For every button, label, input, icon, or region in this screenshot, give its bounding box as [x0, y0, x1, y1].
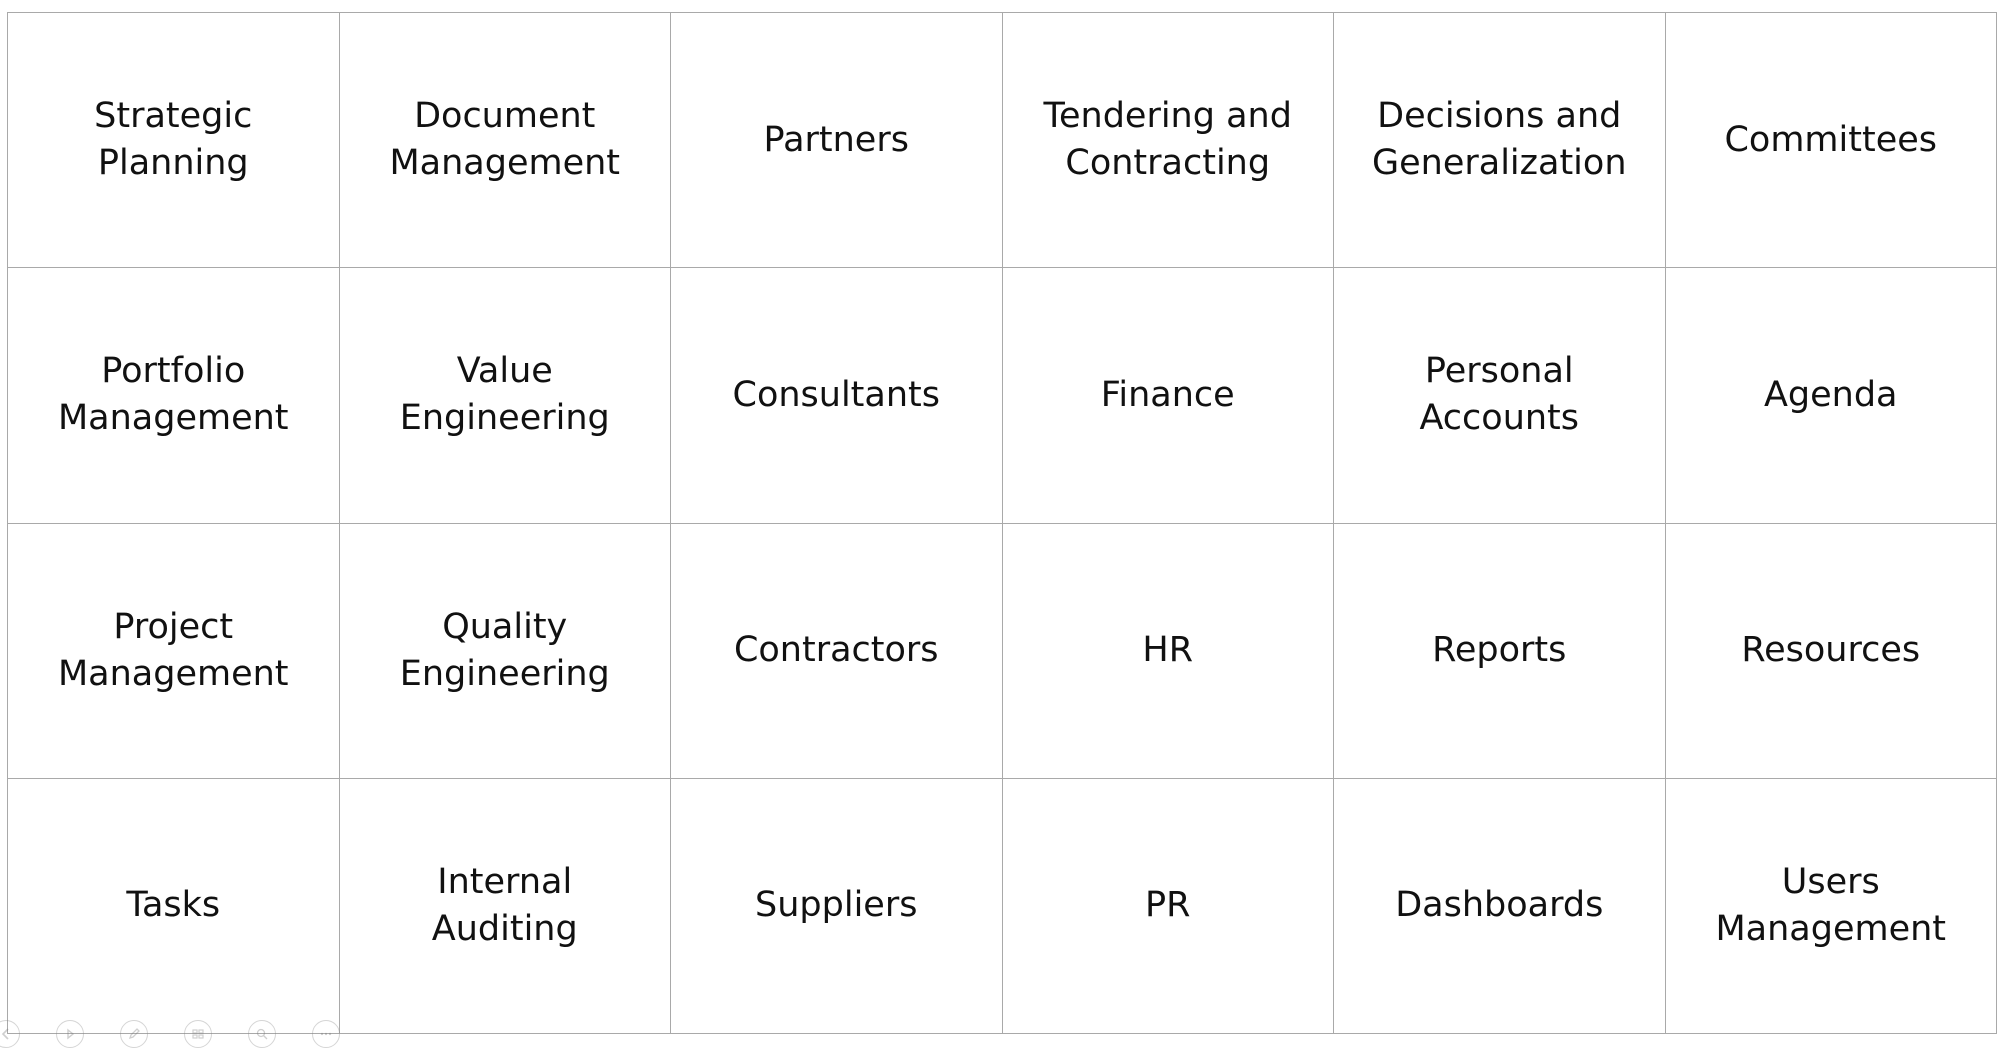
zoom-icon[interactable] — [248, 1020, 276, 1048]
module-quality-engineering[interactable] — [340, 524, 672, 779]
module-label: Committees — [1724, 119, 1937, 160]
module-value-engineering[interactable] — [340, 268, 672, 523]
module-label: Suppliers — [755, 885, 918, 926]
more-icon[interactable] — [312, 1020, 340, 1048]
module-resources[interactable] — [1666, 524, 1998, 779]
module-personal-accounts[interactable] — [1334, 268, 1666, 523]
module-decisions-and-generalization[interactable] — [1334, 13, 1666, 268]
module-label: Strategic Planning — [94, 96, 253, 184]
module-label: Reports — [1432, 630, 1567, 671]
module-project-management[interactable] — [8, 524, 340, 779]
play-icon[interactable] — [56, 1020, 84, 1048]
module-grid — [7, 12, 1997, 1034]
module-strategic-planning[interactable] — [8, 13, 340, 268]
pen-icon[interactable] — [120, 1020, 148, 1048]
module-suppliers[interactable] — [671, 779, 1003, 1034]
module-agenda[interactable] — [1666, 268, 1998, 523]
module-users-management[interactable] — [1666, 779, 1998, 1034]
module-committees[interactable] — [1666, 13, 1998, 268]
module-internal-auditing[interactable] — [340, 779, 672, 1034]
module-tendering-and-contracting[interactable] — [1003, 13, 1335, 268]
module-dashboards[interactable] — [1334, 779, 1666, 1034]
module-label: Personal Accounts — [1419, 351, 1580, 439]
module-consultants[interactable] — [671, 268, 1003, 523]
module-label: HR — [1142, 630, 1194, 671]
module-label: Agenda — [1763, 374, 1898, 415]
module-finance[interactable] — [1003, 268, 1335, 523]
module-hr[interactable] — [1003, 524, 1335, 779]
module-label: Decisions and Generalization — [1371, 96, 1627, 184]
module-portfolio-management[interactable] — [8, 268, 340, 523]
module-label: Resources — [1741, 630, 1921, 671]
module-label: Document Management — [389, 96, 621, 184]
module-label: Consultants — [732, 374, 940, 415]
module-label: Quality Engineering — [399, 606, 610, 694]
module-label: Value Engineering — [399, 351, 610, 439]
module-label: Tendering and Contracting — [1043, 96, 1292, 184]
module-label: Project Management — [57, 606, 289, 694]
module-label: Tasks — [126, 885, 221, 926]
slides-icon[interactable] — [184, 1020, 212, 1048]
module-label: Internal Auditing — [431, 861, 578, 949]
module-partners[interactable] — [671, 13, 1003, 268]
module-reports[interactable] — [1334, 524, 1666, 779]
module-label: Users Management — [1715, 861, 1947, 949]
module-label: PR — [1145, 885, 1191, 926]
module-contractors[interactable] — [671, 524, 1003, 779]
module-label: Portfolio Management — [57, 351, 289, 439]
module-tasks[interactable] — [8, 779, 340, 1034]
back-icon[interactable] — [0, 1020, 20, 1048]
module-pr[interactable] — [1003, 779, 1335, 1034]
module-document-management[interactable] — [340, 13, 672, 268]
presentation-toolbar — [0, 1020, 340, 1050]
module-label: Partners — [763, 119, 909, 160]
module-label: Finance — [1100, 374, 1235, 415]
module-label: Dashboards — [1395, 885, 1604, 926]
module-label: Contractors — [733, 630, 939, 671]
